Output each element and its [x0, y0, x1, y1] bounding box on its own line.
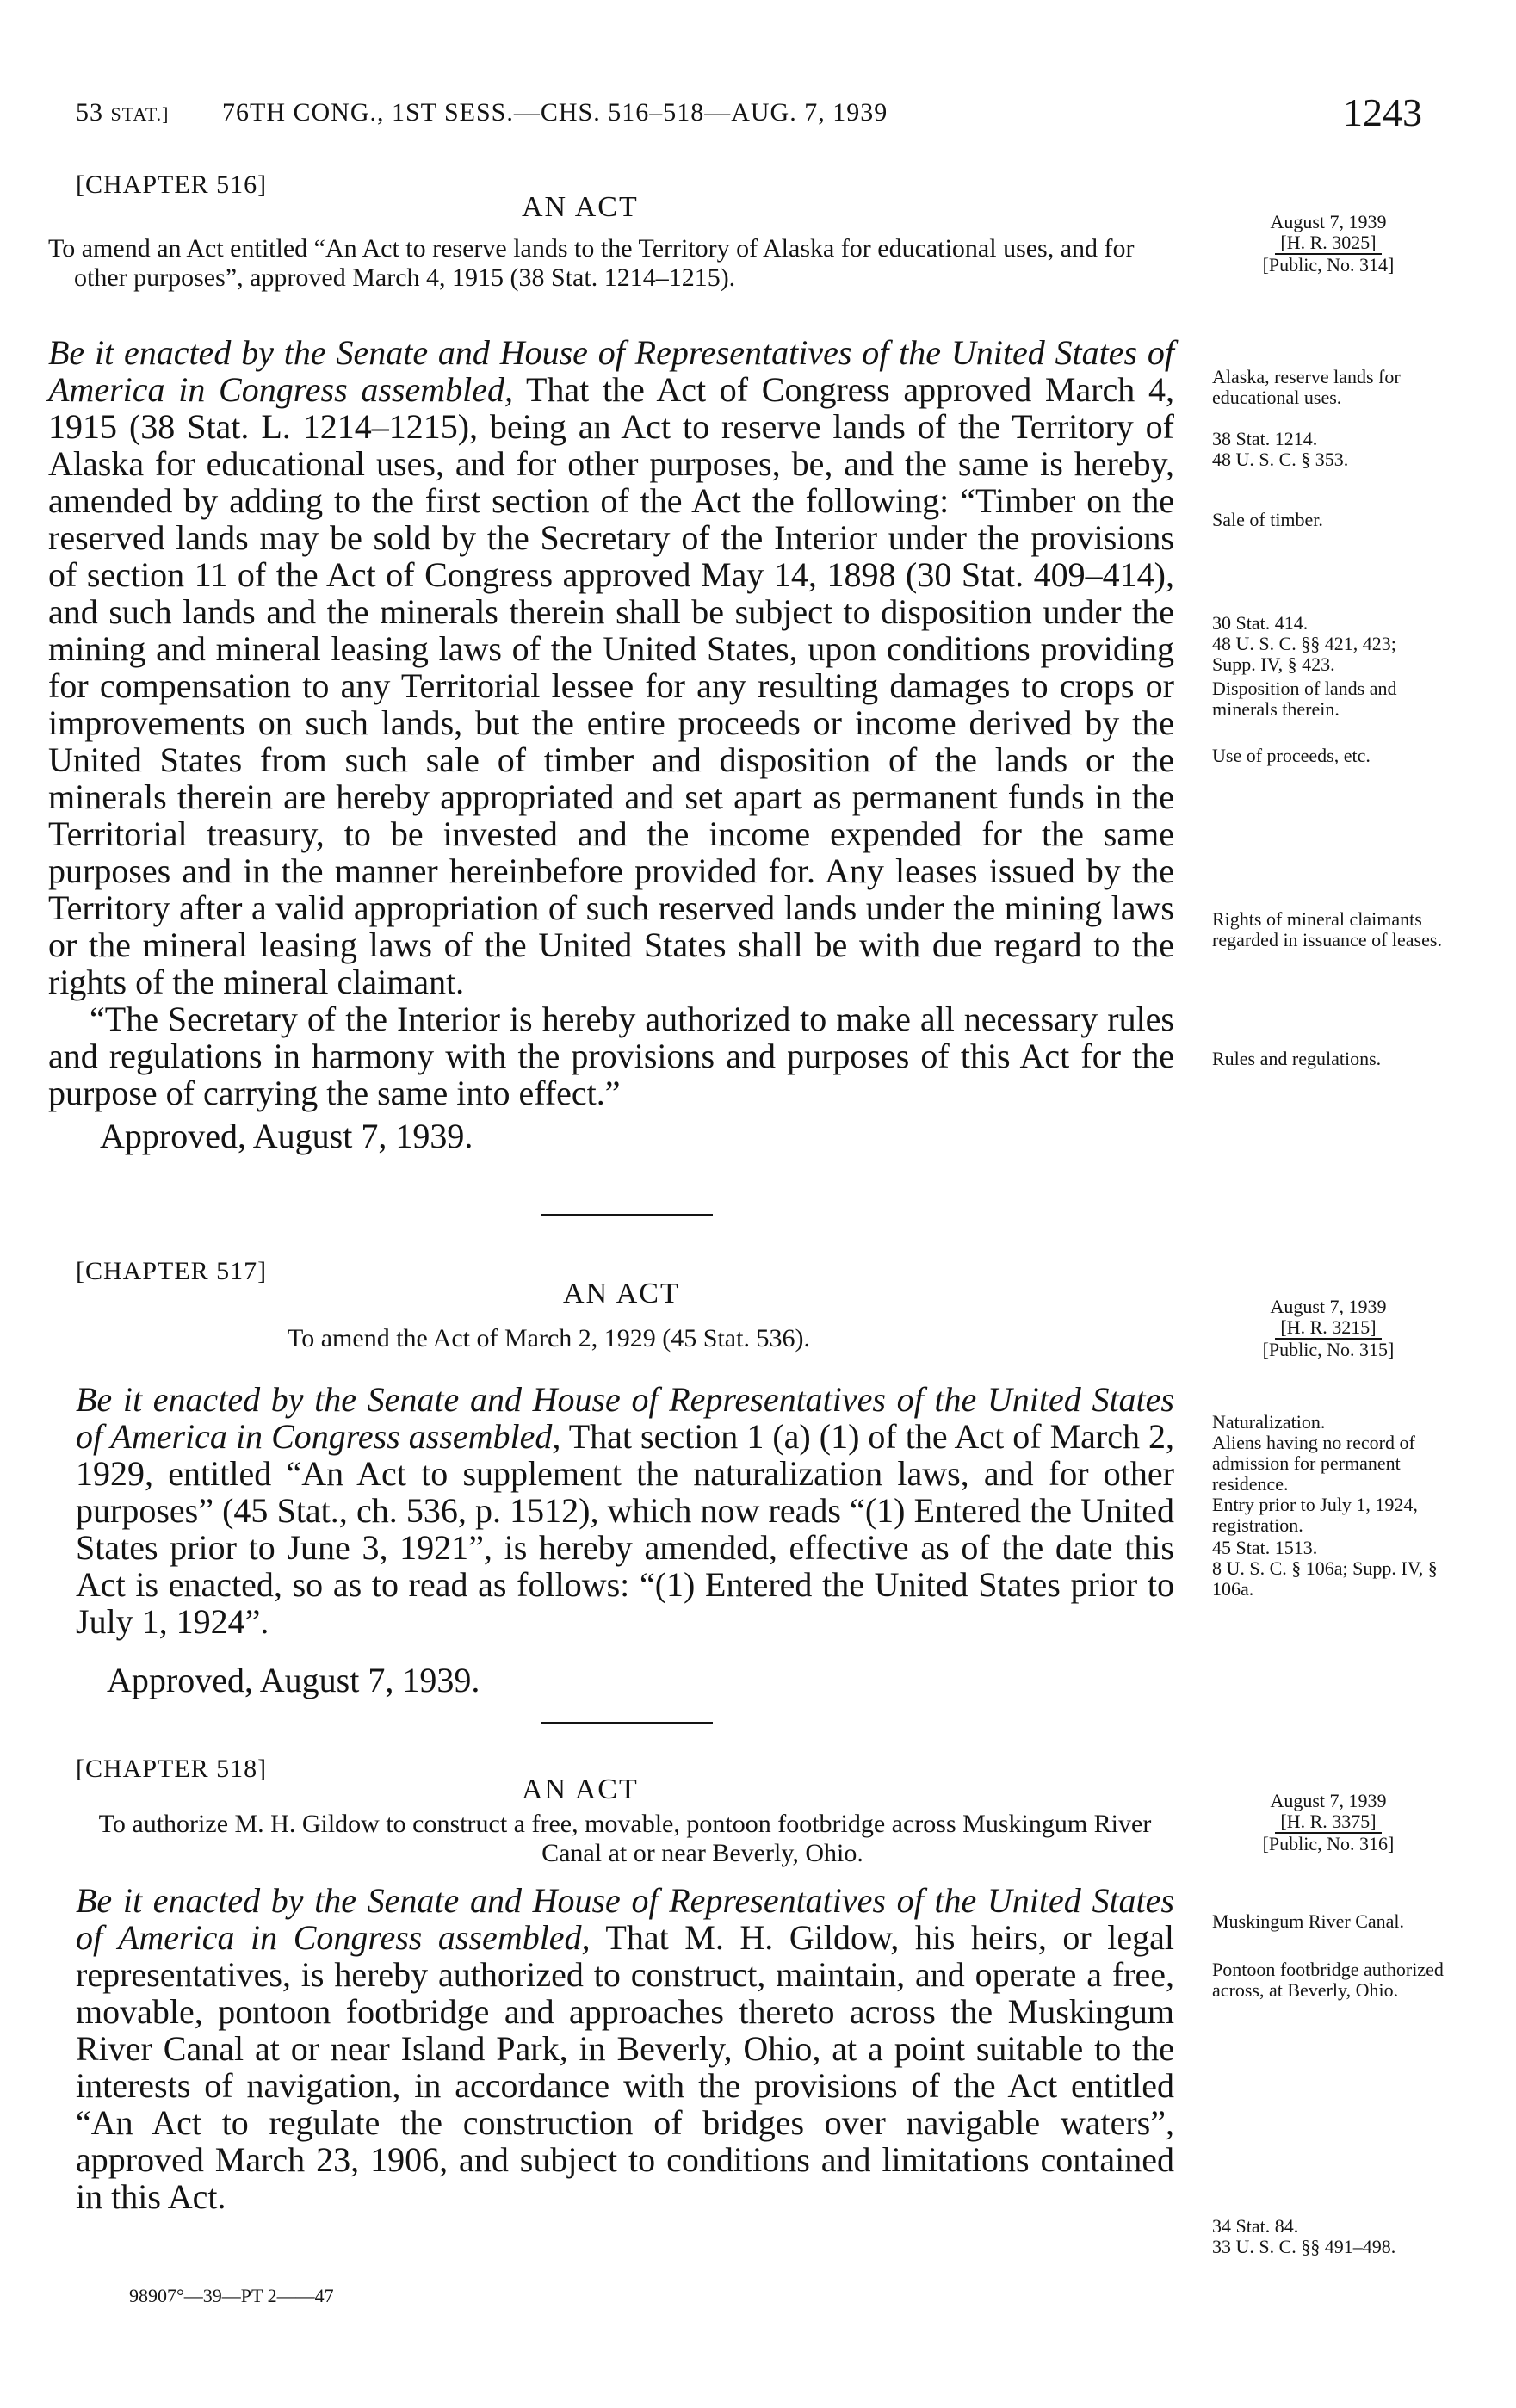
chapter-516-heading: AN ACT	[522, 191, 639, 223]
margin-note: Pontoon footbridge authorized across, at Beverly, Ohio.	[1212, 1959, 1444, 2001]
page-number: 1243	[1343, 90, 1422, 134]
margin-note: Muskingum River Canal.	[1212, 1910, 1405, 1932]
margin-note: 48 U. S. C. §§ 421, 423; Supp. IV, § 423.	[1212, 633, 1396, 675]
chapter-518-label: [CHAPTER 518]	[76, 1755, 268, 1783]
margin-note: 45 Stat. 1513.	[1212, 1537, 1318, 1558]
margin-note: Alaska, reserve lands for educational uses.	[1212, 366, 1401, 408]
chapter-516-title: To amend an Act entitled “An Act to reserve lands to the Territory of Alaska for educational uses, and for other purposes”, approved March 4, 1915 (38 Stat. 1214–1215).	[48, 234, 1135, 292]
margin-note: Aliens having no record of admission for permanent residence.	[1212, 1432, 1415, 1495]
margin-note: Naturalization.	[1212, 1411, 1326, 1433]
margin-note: Entry prior to July 1, 1924, registration.	[1212, 1494, 1418, 1536]
chapter-516-label: [CHAPTER 516]	[76, 170, 268, 199]
section-divider	[541, 1722, 713, 1724]
running-head-volume: 53 STAT.]	[76, 98, 170, 127]
margin-note: Use of proceeds, etc.	[1212, 745, 1371, 766]
chapter-518-title: To authorize M. H. Gildow to construct a free, movable, pontoon footbridge across Muskingum River Canal at or near Beverly, Ohio.	[98, 1810, 1152, 1867]
chapter-516-body: Be it enacted by the Senate and House of Representatives of the United States of America in Congress assembled, That the Act of Congress approved March 4, 1915 (38 Stat. L. 1214–1215), being an Act to reserve lands of the Territory of Alaska for educational uses, and for other purposes, be, and the same is hereby, amended by adding to the first section of the Act the following: “Timber on the reserved lands may be sold by the Secretary of the Interior under the provisions of section 11 of the Act of Congress approved May 14, 1898 (30 Stat. 409–414), and such lands and the minerals therein shall be subject to disposition under the mining and mineral leasing laws of the United States, upon conditions providing for compensation to any Territorial lessee for any resulting damages to crops or improvements on such lands, but the entire proceeds or income derived by the United States from such sale of timber and disposition of the lands or the minerals therein are hereby appropriated and set apart as permanent funds in the Territorial treasury, to be invested and the income expended for the same purposes and in the manner hereinbefore provided for. Any leases issued by the Territory after a valid appropriation of such reserved lands under the mining laws or the mineral leasing laws of the United States shall be with due regard to the rights of the mineral claimant. “The Secretary of the Interior is hereby authorized to make all necessary rules and regulations in harmony with the provisions and purposes of this Act for the purpose of carrying the same into effect.”	[48, 333, 1174, 1112]
margin-note: Rights of mineral claimants regarded in issuance of leases.	[1212, 908, 1442, 950]
chapter-518-body: Be it enacted by the Senate and House of Representatives of the United States of America in Congress assembled, That M. H. Gildow, his heirs, or legal representatives, is hereby authorized to construct, maintain, and operate a free, movable, pontoon footbridge and approaches thereto across the Muskingum River Canal at or near Island Park, in Beverly, Ohio, at a point suitable to the interests of navigation, in accordance with the provisions of the Act entitled “An Act to regulate the construction of bridges over navigable waters”, approved March 23, 1906, and subject to conditions and limitations contained in this Act.	[76, 1881, 1174, 2216]
margin-note: 33 U. S. C. §§ 491–498.	[1212, 2236, 1396, 2257]
margin-note: 8 U. S. C. § 106a; Supp. IV, § 106a.	[1212, 1557, 1438, 1600]
margin-note: 30 Stat. 414.	[1212, 612, 1309, 634]
chapter-517-label: [CHAPTER 517]	[76, 1257, 268, 1285]
chapter-518-heading: AN ACT	[522, 1774, 639, 1805]
margin-note: Sale of timber.	[1212, 509, 1323, 530]
chapter-517-heading: AN ACT	[563, 1278, 680, 1309]
running-head-title: 76TH CONG., 1ST SESS.—CHS. 516–518—AUG. 7, 1939	[222, 98, 888, 127]
print-signature: 98907°—39—PT 2——47	[129, 2285, 334, 2306]
margin-note: Rules and regulations.	[1212, 1048, 1382, 1069]
enacting-clause: Be it enacted by the Senate and House of Representatives of the United States of America in Congress assembled,	[76, 1881, 1174, 1957]
section-divider	[541, 1214, 713, 1216]
chapter-517-approved: Approved, August 7, 1939.	[107, 1661, 480, 1699]
chapter-517-body: Be it enacted by the Senate and House of Representatives of the United States of America in Congress assembled, That section 1 (a) (1) of the Act of March 2, 1929, entitled “An Act to supplement the naturalization laws, and for other purposes” (45 Stat., ch. 536, p. 1512), which now reads “(1) Entered the United States prior to June 3, 1921”, is hereby amended, effective as of the date this Act is enacted, so as to read as follows: “(1) Entered the United States prior to July 1, 1924”.	[76, 1380, 1174, 1641]
chapter-516-margin-id: August 7, 1939 [H. R. 3025] [Public, No. 314]	[1262, 211, 1395, 275]
enacting-clause: Be it enacted by the Senate and House of Representatives of the United States of America in Congress assembled,	[48, 333, 1174, 409]
chapter-516-approved: Approved, August 7, 1939.	[100, 1117, 473, 1155]
margin-note: 34 Stat. 84.	[1212, 2215, 1299, 2237]
enacting-clause: Be it enacted by the Senate and House of Representatives of the United States of America in Congress assembled,	[76, 1380, 1174, 1456]
margin-note: Disposition of lands and minerals therein.	[1212, 678, 1397, 720]
chapter-518-margin-id: August 7, 1939 [H. R. 3375] [Public, No. 316]	[1262, 1790, 1395, 1854]
margin-note: 38 Stat. 1214.	[1212, 428, 1318, 449]
chapter-517-title: To amend the Act of March 2, 1929 (45 Stat. 536).	[288, 1324, 810, 1353]
margin-note: 48 U. S. C. § 353.	[1212, 449, 1349, 470]
chapter-517-margin-id: August 7, 1939 [H. R. 3215] [Public, No. 315]	[1262, 1296, 1395, 1360]
